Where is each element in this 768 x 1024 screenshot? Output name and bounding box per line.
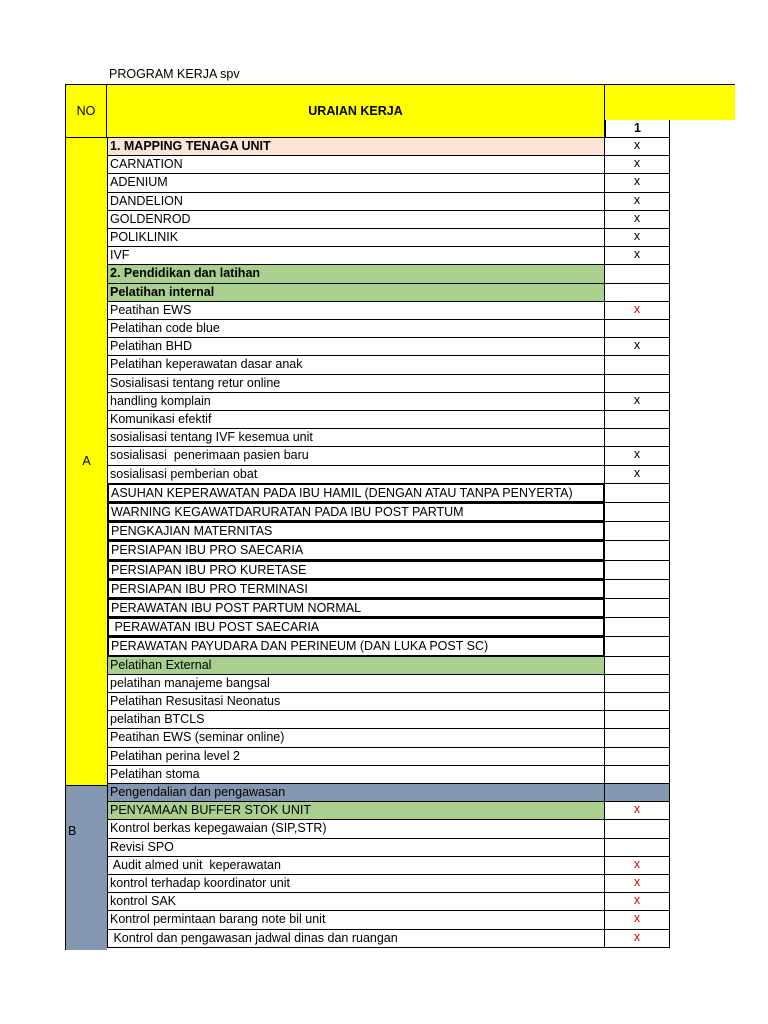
task-description[interactable]: PENGKAJIAN MATERNITAS (107, 522, 605, 541)
task-description[interactable]: Kontrol berkas kepegawaian (SIP,STR) (107, 820, 605, 838)
task-mark[interactable] (605, 320, 670, 338)
task-mark[interactable] (605, 766, 670, 784)
task-description[interactable]: PERSIAPAN IBU PRO TERMINASI (107, 580, 605, 599)
task-mark[interactable] (605, 541, 670, 560)
task-description[interactable]: kontrol SAK (107, 893, 605, 911)
task-mark[interactable] (605, 618, 670, 637)
task-description[interactable]: ADENIUM (107, 174, 605, 192)
task-description[interactable]: sosialisasi pemberian obat (107, 466, 605, 484)
task-description[interactable]: CARNATION (107, 156, 605, 174)
task-mark[interactable] (605, 693, 670, 711)
task-mark[interactable] (605, 748, 670, 766)
header-col-1[interactable]: 1 (605, 120, 670, 138)
task-description[interactable]: Pelatihan code blue (107, 320, 605, 338)
task-description[interactable]: Pelatihan External (107, 657, 605, 675)
task-mark[interactable] (605, 711, 670, 729)
task-mark[interactable]: x (605, 893, 670, 911)
task-description[interactable]: PERAWATAN IBU POST SAECARIA (107, 618, 605, 637)
task-mark[interactable] (605, 729, 670, 747)
task-description[interactable]: Revisi SPO (107, 839, 605, 857)
task-description[interactable]: IVF (107, 247, 605, 265)
header-uraian[interactable]: URAIAN KERJA (107, 84, 605, 138)
task-description[interactable]: Peatihan EWS (107, 302, 605, 320)
task-description[interactable]: sosialisasi penerimaan pasien baru (107, 447, 605, 465)
task-mark[interactable] (605, 411, 670, 429)
task-mark[interactable]: x (605, 156, 670, 174)
task-mark[interactable]: x (605, 193, 670, 211)
task-mark[interactable] (605, 356, 670, 374)
task-description[interactable]: POLIKLINIK (107, 229, 605, 247)
task-description[interactable]: PERAWATAN IBU POST PARTUM NORMAL (107, 599, 605, 618)
task-description[interactable]: PERAWATAN PAYUDARA DAN PERINEUM (DAN LUKA POST SC) (107, 637, 605, 656)
task-description[interactable]: Komunikasi efektif (107, 411, 605, 429)
task-mark[interactable] (605, 429, 670, 447)
task-mark[interactable]: x (605, 247, 670, 265)
task-mark[interactable]: x (605, 393, 670, 411)
task-description[interactable]: Kontrol permintaan barang note bil unit (107, 911, 605, 929)
task-mark[interactable]: x (605, 138, 670, 156)
task-description[interactable]: handling komplain (107, 393, 605, 411)
task-description[interactable]: DANDELION (107, 193, 605, 211)
task-description[interactable]: ASUHAN KEPERAWATAN PADA IBU HAMIL (DENGAN ATAU TANPA PENYERTA) (107, 484, 605, 503)
task-description[interactable]: pelatihan BTCLS (107, 711, 605, 729)
task-mark[interactable] (605, 522, 670, 541)
task-mark[interactable] (605, 820, 670, 838)
task-mark[interactable]: x (605, 466, 670, 484)
task-description[interactable]: pelatihan manajeme bangsal (107, 675, 605, 693)
task-mark[interactable] (605, 657, 670, 675)
task-mark[interactable]: x (605, 338, 670, 356)
sheet-title: PROGRAM KERJA spv (109, 67, 240, 81)
task-mark[interactable]: x (605, 211, 670, 229)
task-mark[interactable]: x (605, 174, 670, 192)
task-description[interactable]: Pelatihan BHD (107, 338, 605, 356)
task-mark[interactable] (605, 675, 670, 693)
task-mark[interactable] (605, 637, 670, 656)
task-description[interactable]: kontrol terhadap koordinator unit (107, 875, 605, 893)
task-description[interactable]: PERSIAPAN IBU PRO SAECARIA (107, 541, 605, 560)
task-description[interactable]: Sosialisasi tentang retur online (107, 375, 605, 393)
section-b-cell[interactable]: B (65, 786, 107, 950)
task-mark[interactable] (605, 580, 670, 599)
task-mark[interactable]: x (605, 447, 670, 465)
task-mark[interactable] (605, 375, 670, 393)
task-mark[interactable] (605, 284, 670, 302)
task-description[interactable]: Audit almed unit keperawatan (107, 857, 605, 875)
task-mark[interactable]: x (605, 857, 670, 875)
task-description[interactable]: Pelatihan stoma (107, 766, 605, 784)
task-mark[interactable] (605, 784, 670, 802)
header-period[interactable] (605, 84, 735, 120)
task-description[interactable]: Peatihan EWS (seminar online) (107, 729, 605, 747)
task-description[interactable]: Pengendalian dan pengawasan (107, 784, 605, 802)
task-mark[interactable]: x (605, 911, 670, 929)
task-mark[interactable] (605, 265, 670, 283)
task-description[interactable]: sosialisasi tentang IVF kesemua unit (107, 429, 605, 447)
task-description[interactable]: PENYAMAAN BUFFER STOK UNIT (107, 802, 605, 820)
task-mark[interactable]: x (605, 229, 670, 247)
task-mark[interactable] (605, 599, 670, 618)
task-description[interactable]: WARNING KEGAWATDARURATAN PADA IBU POST PARTUM (107, 503, 605, 522)
task-description[interactable]: PERSIAPAN IBU PRO KURETASE (107, 561, 605, 580)
task-description[interactable]: 1. MAPPING TENAGA UNIT (107, 138, 605, 156)
section-a-cell[interactable]: A (65, 138, 107, 786)
task-description[interactable]: Pelatihan internal (107, 284, 605, 302)
task-mark[interactable] (605, 561, 670, 580)
task-mark[interactable] (605, 484, 670, 503)
task-description[interactable]: Pelatihan keperawatan dasar anak (107, 356, 605, 374)
task-description[interactable]: Pelatihan Resusitasi Neonatus (107, 693, 605, 711)
task-description[interactable]: Pelatihan perina level 2 (107, 748, 605, 766)
task-mark[interactable] (605, 839, 670, 857)
task-description[interactable]: GOLDENROD (107, 211, 605, 229)
task-mark[interactable]: x (605, 875, 670, 893)
task-mark[interactable]: x (605, 930, 670, 948)
task-description[interactable]: 2. Pendidikan dan latihan (107, 265, 605, 283)
task-mark[interactable]: x (605, 302, 670, 320)
header-no[interactable]: NO (65, 84, 107, 138)
task-description[interactable]: Kontrol dan pengawasan jadwal dinas dan ruangan (107, 930, 605, 948)
task-mark[interactable]: x (605, 802, 670, 820)
task-mark[interactable] (605, 503, 670, 522)
